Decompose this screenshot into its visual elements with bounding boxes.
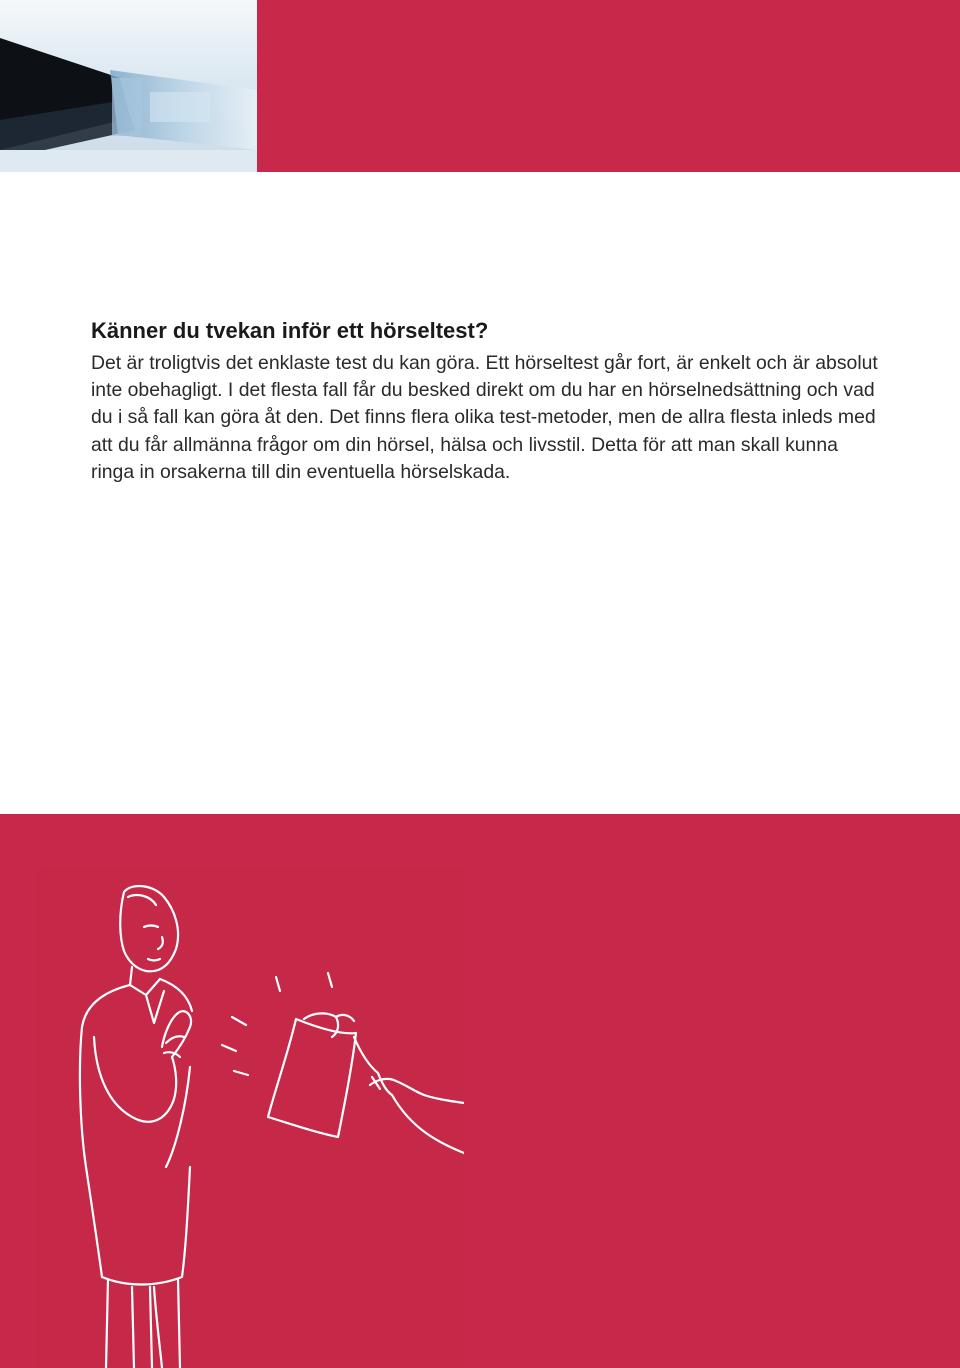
- header-accent-band: [257, 0, 960, 172]
- article-heading: Känner du tvekan inför ett hörseltest?: [91, 318, 489, 343]
- article-body: Det är troligtvis det enklaste test du kan göra. Ett hörseltest går fort, är enkelt och är absolut inte obehagligt. I det flesta fall får du besked direkt om du har en hörselnedsättning och vad du i så fall kan göra åt den. Det finns flera olika test-metoder, men de allra flesta inleds med att du får allmänna frågor om din hörsel, hälsa och livsstil. Detta för att man skall kunna ringa in orsakerna till din eventuella hörselskada.: [91, 352, 878, 483]
- thinking-man-illustration: [36, 867, 464, 1368]
- illustration-frame: [36, 867, 464, 1368]
- header-photo-art: [0, 0, 257, 172]
- article: [91, 316, 881, 486]
- illustration-panel: [0, 814, 960, 1368]
- header-photo: [0, 0, 257, 172]
